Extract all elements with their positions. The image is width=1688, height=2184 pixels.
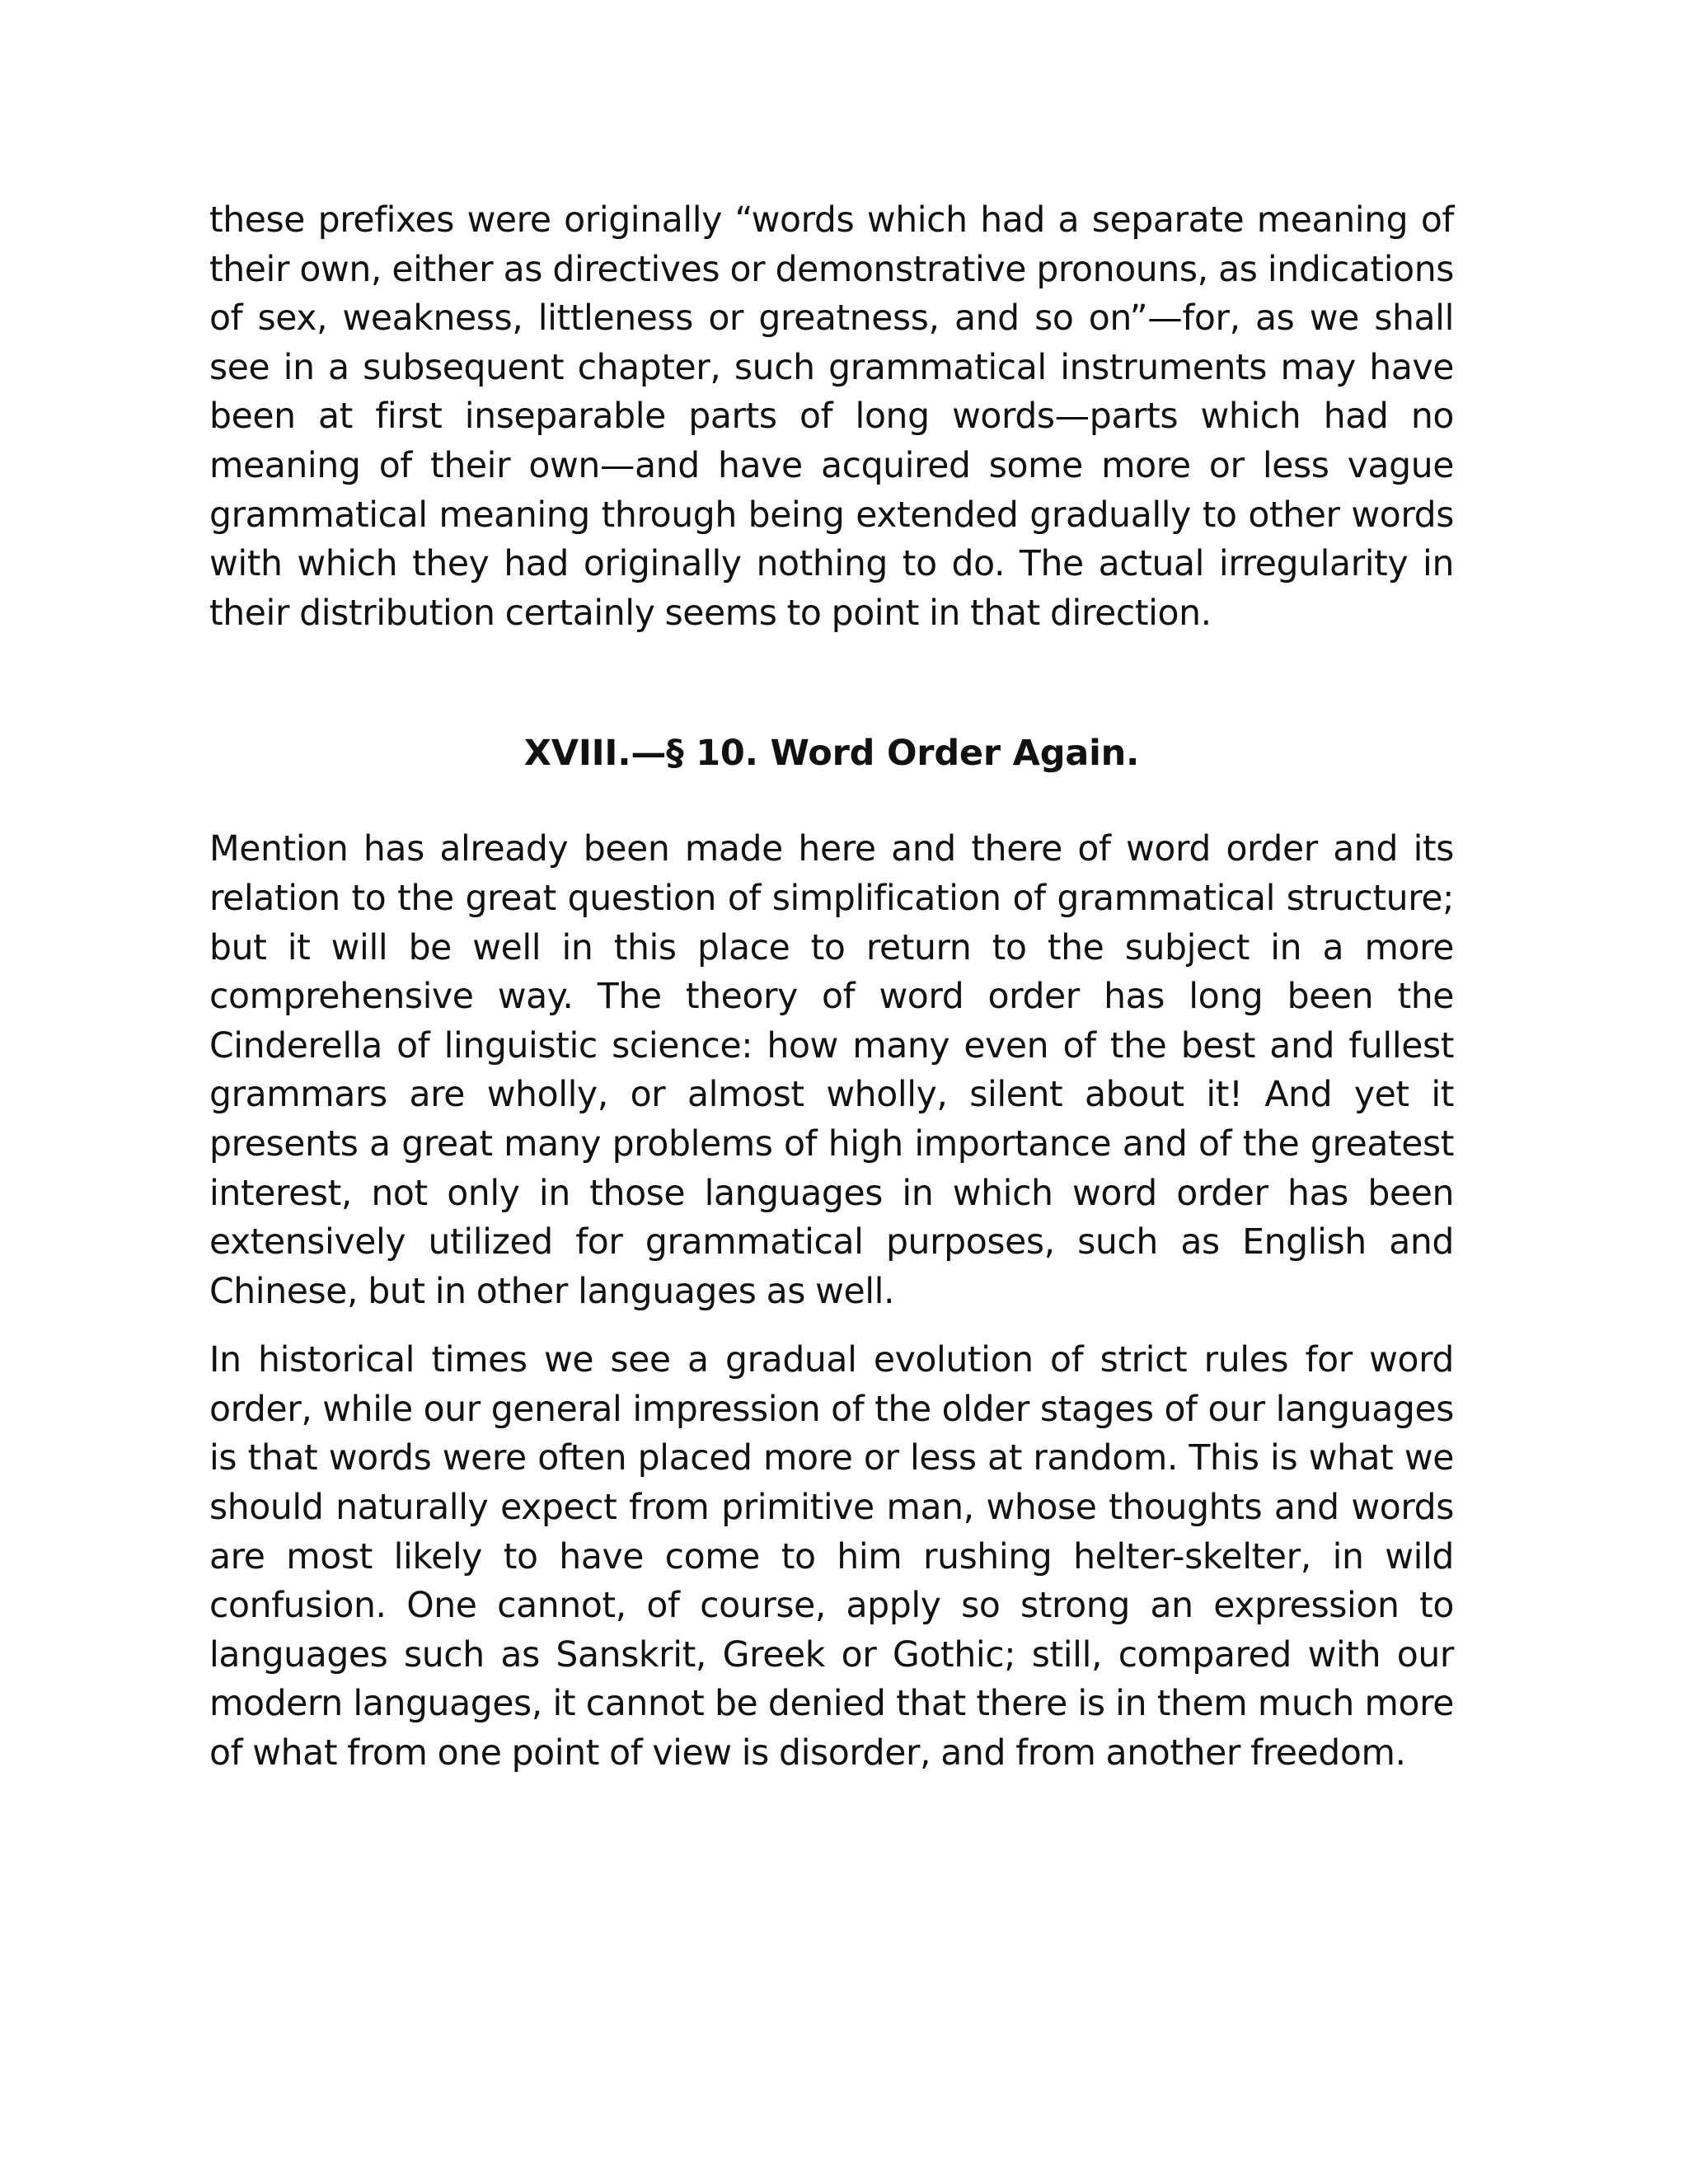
- body-paragraph: these prefixes were originally “words which had a separate meaning of their own, either as directives or demonstrative pronouns, as indications of sex, weakness, littleness or greatness, and so on”—for, as we shall see in a subsequent chapter, such grammatical instruments may have been at first inseparable parts of long words—parts which had no meaning of their own—and have acquired some more or less vague grammatical meaning through being extended gradually to other words with which they had originally nothing to do. The actual irregularity in their distribution certainly seems to point in that direction.: [209, 200, 1454, 634]
- body-paragraph: In historical times we see a gradual evolution of strict rules for word order, while our general impression of the older stages of our languages is that words were often placed more or less at random. This is what we should naturally expect from primitive man, whose thoughts and words are most likely to have come to him rushing helter-skelter, in wild confusion. One cannot, of course, apply so strong an expression to languages such as Sanskrit, Greek or Gothic; still, compared with our modern languages, it cannot be denied that there is in them much more of what from one point of view is disorder, and from another freedom.: [209, 1340, 1454, 1774]
- document-page: [209, 196, 1454, 1779]
- section-heading: XVIII.—§ 10. Word Order Again.: [523, 733, 1140, 775]
- body-paragraph: Mention has already been made here and there of word order and its relation to the great question of simplification of grammatical structure; but it will be well in this place to return to the subject in a more comprehensive way. The theory of word order has long been the Cinderella of linguistic science: how many even of the best and fullest grammars are wholly, or almost wholly, silent about it! And yet it presents a great many problems of high importance and of the greatest interest, not only in those languages in which word order has been extensively utilized for grammatical purposes, such as English and Chinese, but in other languages as well.: [209, 829, 1454, 1312]
